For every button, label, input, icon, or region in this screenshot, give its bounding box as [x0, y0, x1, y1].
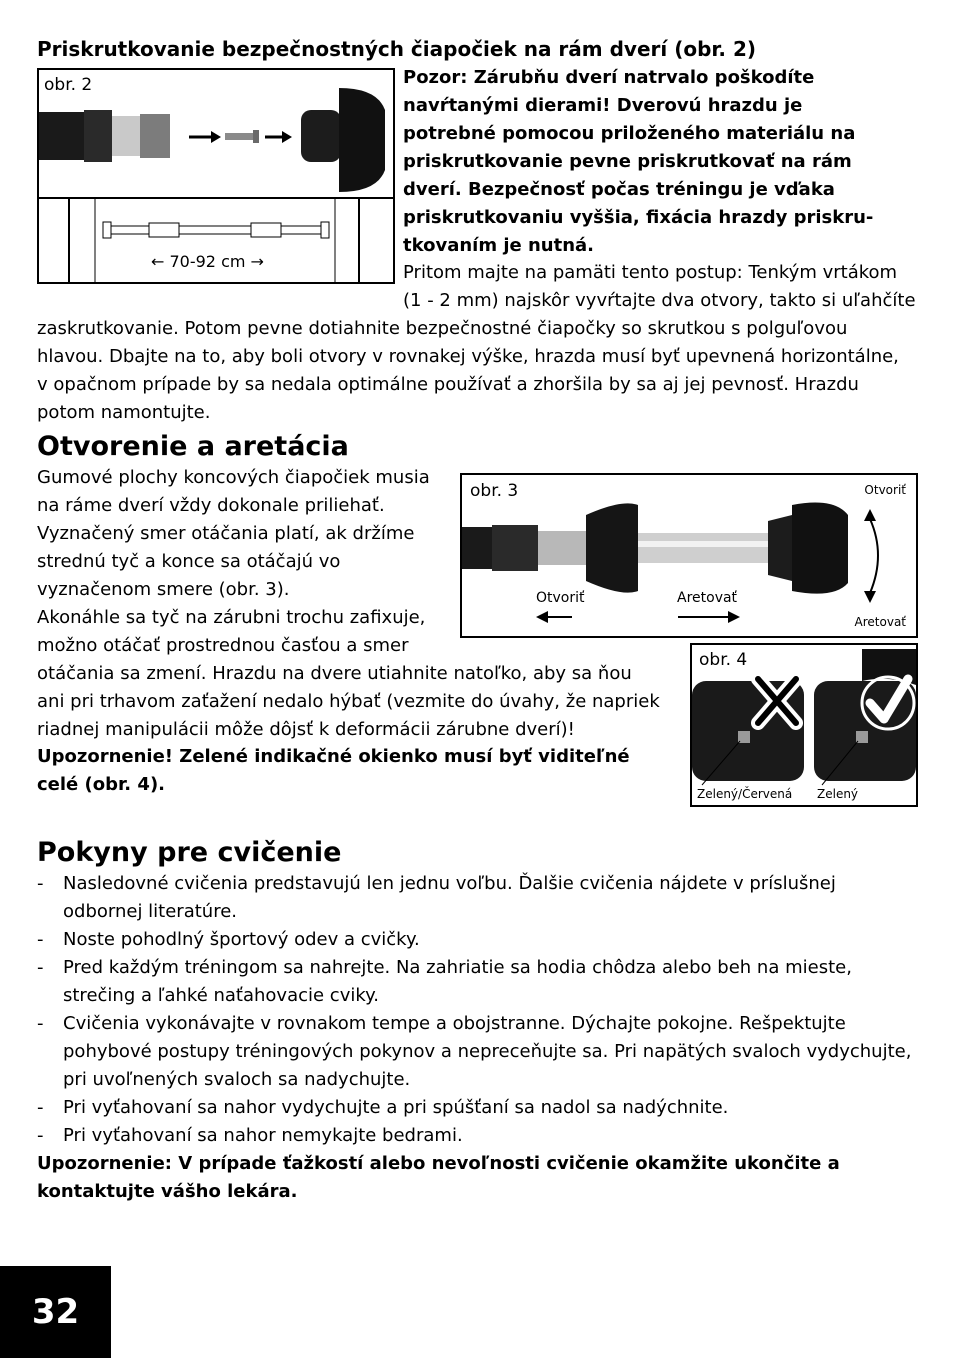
body-line: možno otáčať prostrednou časťou a smer: [37, 635, 409, 656]
figure-3-illustration: [462, 475, 916, 636]
open-label-top: Otvoriť: [864, 483, 906, 497]
list-item-line: - Pri vyťahovaní sa nahor nemykajte bedrami.: [63, 1125, 463, 1146]
screw-warning-line: Pozor: Zárubňu dverí natrvalo poškodíte: [403, 67, 815, 88]
bar-end-image: [39, 110, 170, 162]
figure-3-label: obr. 3: [470, 481, 519, 501]
exercise-bullet-list: [37, 870, 917, 1150]
body-line: otáčania sa zmení. Hrazdu na dvere utiahnite natoľko, aby sa ňou: [37, 663, 632, 684]
list-item-line: strečing a ľahké naťahovacie cviky.: [63, 985, 379, 1006]
body-line: zaskrutkovanie. Potom pevne dotiahnite bezpečnostné čiapočky so skrutkou s polguľovou: [37, 318, 848, 339]
indicator-warning: [37, 743, 630, 799]
page-number: 32: [0, 1266, 111, 1358]
list-item: [37, 1122, 917, 1150]
screw-warning: [403, 64, 873, 260]
warning-line: Upozornenie! Zelené indikačné okienko musí byť viditeľné: [37, 746, 630, 767]
health-warning: [37, 1150, 840, 1206]
warning-line: kontaktujte vášho lekára.: [37, 1181, 298, 1202]
list-item-line: pohybové postupy tréningových pokynov a nepreceňujte sa. Pri napätých svaloch vydychujte,: [63, 1041, 912, 1062]
safety-cap-image: [301, 88, 385, 192]
screw-instructions-narrow: [403, 259, 916, 315]
figure-2: [37, 68, 395, 284]
green-caption: Zelený: [817, 787, 859, 801]
body-line: strednú tyč a konce sa otáčajú vo: [37, 551, 341, 572]
body-line: v opačnom prípade by sa nedala optimálne používať a zhoršila by sa aj jej pevnosť. Hrazdu: [37, 374, 859, 395]
list-item: [37, 1094, 917, 1122]
body-line: vyznačenom smere (obr. 3).: [37, 579, 290, 600]
list-item-line: - Noste pohodlný športový odev a cvičky.: [63, 929, 420, 950]
figure-4-label: obr. 4: [699, 650, 748, 670]
figure-4: [690, 643, 918, 807]
list-item-line: odbornej literatúre.: [63, 901, 237, 922]
warning-line: Upozornenie: V prípade ťažkostí alebo nevoľnosti cvičenie okamžite ukončite a: [37, 1153, 840, 1174]
lock-label-middle: Aretovať: [677, 590, 738, 606]
list-item-line: - Nasledovné cvičenia predstavujú len jednu voľbu. Ďalšie cvičenia nájdete v príslušnej: [63, 873, 836, 894]
section-heading-screw-caps: Priskrutkovanie bezpečnostných čiapočiek na rám dverí (obr. 2): [37, 37, 757, 61]
body-line: Akonáhle sa tyč na zárubni trochu zafixuje,: [37, 607, 426, 628]
open-label-bottom: Otvoriť: [536, 590, 585, 606]
screw-warning-line: priskrutkovanie pevne priskrutkovať na rám: [403, 151, 852, 172]
screw-instructions-wide: [37, 315, 899, 427]
screw-warning-line: navŕtanými dierami! Dverovú hrazdu je: [403, 95, 803, 116]
body-line: riadnej manipulácii môže dôjsť k deformácii zárubne dverí)!: [37, 719, 575, 740]
locking-instructions: [37, 660, 660, 744]
body-line: Vyznačený smer otáčania platí, ak držíme: [37, 523, 415, 544]
body-line: (1 - 2 mm) najskôr vyvŕtajte dva otvory, takto si uľahčíte: [403, 290, 916, 311]
list-item: [37, 954, 917, 1010]
section-heading-opening-locking: Otvorenie a aretácia: [37, 431, 349, 462]
figure-2-label: obr. 2: [44, 75, 93, 95]
list-item: [37, 870, 917, 926]
warning-line: celé (obr. 4).: [37, 774, 166, 795]
screw-image: [189, 130, 292, 143]
screw-warning-line: tkovaním je nutná.: [403, 235, 595, 256]
lock-label-bottom: Aretovať: [854, 615, 906, 629]
screw-warning-line: potrebné pomocou priloženého materiálu na: [403, 123, 856, 144]
list-item: [37, 926, 917, 954]
body-line: Gumové plochy koncových čiapočiek musia: [37, 467, 430, 488]
figure-2-illustration: [39, 70, 393, 282]
opening-instructions: [37, 464, 430, 660]
list-item: [37, 1010, 917, 1094]
screw-warning-line: priskrutkovaniu vyššia, fixácia hrazdy priskru-: [403, 207, 874, 228]
body-line: na ráme dverí vždy dokonale priliehať.: [37, 495, 385, 516]
list-item-line: - Pred každým tréningom sa nahrejte. Na zahriatie sa hodia chôdza alebo beh na mieste,: [63, 957, 852, 978]
body-line: Pritom majte na pamäti tento postup: Tenkým vrtákom: [403, 262, 898, 283]
list-item-line: - Pri vyťahovaní sa nahor vydychujte a pri spúšťaní sa nadol sa nadýchnite.: [63, 1097, 729, 1118]
figure-3: [460, 473, 918, 638]
body-line: hlavou. Dbajte na to, aby boli otvory v rovnakej výške, hrazda musí byť upevnená horizontálne,: [37, 346, 899, 367]
screw-warning-line: dverí. Bezpečnosť počas tréningu je vďaka: [403, 179, 835, 200]
green-red-caption: Zelený/Červená: [697, 787, 793, 801]
body-line: ani pri trhavom zaťažení nedalo hýbať (vezmite do úvahy, že napriek: [37, 691, 660, 712]
list-item-line: - Cvičenia vykonávajte v rovnakom tempe a obojstranne. Dýchajte pokojne. Rešpektujte: [63, 1013, 846, 1034]
body-line: potom namontujte.: [37, 402, 211, 423]
figure-2-dimension: ← 70-92 cm →: [151, 252, 264, 271]
list-item-line: pri uvoľnených svaloch sa nadychujte.: [63, 1069, 411, 1090]
section-heading-exercise-instructions: Pokyny pre cvičenie: [37, 837, 342, 868]
